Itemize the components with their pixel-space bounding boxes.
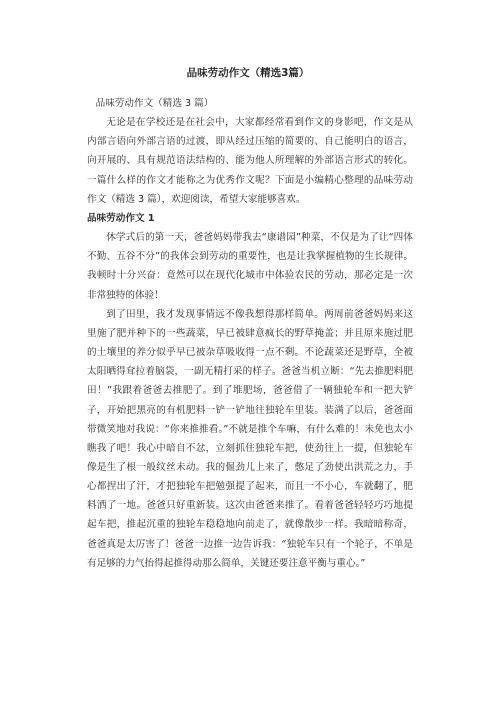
document-body [87, 94, 413, 573]
document-subtitle: 品味劳动作文（精选 3 篇） [95, 98, 214, 109]
body-paragraph: 休学式后的第一天，爸爸妈妈带我去“康谱园”种菜，不仅是为了让“四体不勤、五谷不分”的我体会到劳动的重要性，也是让我掌握植物的生长规律。我顿时十分兴奋：竟然可以在现代化城市中体验农民的劳动，那必定是一次非常独特的体验！ [87, 232, 413, 301]
body-paragraph: 到了田里，我才发现事情远不像我想得那样简单。两周前爸爸妈妈来这里施了肥并种下的一些蔬菜，早已被肆意疯长的野草掩盖；并且原来施过肥的土壤里的养分似乎早已被杂草吸收得一点不剩。不论蔬菜还是野草，全被太阳晒得耷拉着脑袋，一副无精打采的样子。爸爸当机立断：“先去推肥料肥田！”我跟着爸爸去推肥了。到了堆肥场，爸爸借了一辆独轮车和一把大铲子，开始把黑亮的有机肥料一铲一铲地往独轮车里装。装满了以后，爸爸面带微笑地对我说：“你来推推看。”不就是推个车嘛，有什么难的！未免也太小瞧我了吧！我心中暗自不忿，立刻抓住独轮车把，使劲往上一提，但独轮车像是生了根一般纹丝未动。我的倔劲儿上来了，憋足了劲使出洪荒之力，手心都捏出了汗，才把独轮车把勉强提了起来，而且一不小心，车就翻了，肥料洒了一地。爸爸只好重新装。这次由爸爸来推了。看着爸爸轻轻巧巧地提起车把，推起沉重的独轮车稳稳地向前走了，就像散步一样。我暗暗称奇，爸爸真是太厉害了！爸爸一边推一边告诉我：“独轮车只有一个轮子，不单是有足够的力气抬得起推得动那么简单，关键还要注意平衡与重心。” [87, 308, 413, 569]
intro-paragraph: 无论是在学校还是在社会中，大家都经常看到作文的身影吧，作文是从内部言语向外部言语的过渡，即从经过压缩的简要的、自己能明白的语言，向开展的、具有规范语法结构的、能为他人所理解的外部语言形式的转化。一篇什么样的作文才能称之为优秀作文呢？下面是小编精心整理的品味劳动作文（精选 3 篇），欢迎阅读，希望大家能够喜欢。 [87, 117, 413, 205]
document-title: 品味劳动作文（精选3篇） [186, 67, 310, 79]
section-heading: 品味劳动作文 1 [87, 212, 155, 224]
